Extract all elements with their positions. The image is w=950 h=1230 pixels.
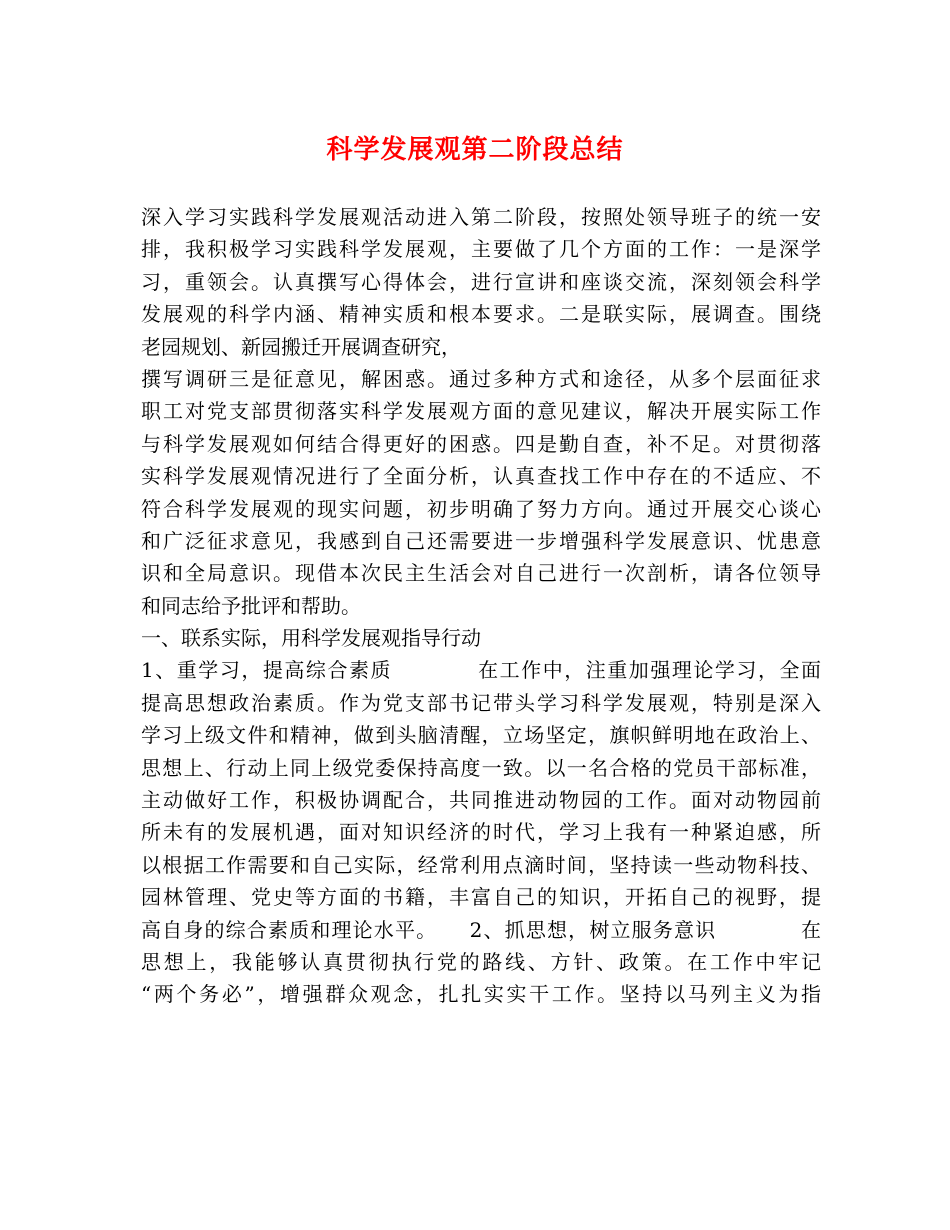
text-line: 与科学发展观如何结合得更好的困惑。四是勤自查，补不足。对贯彻落: [141, 431, 821, 456]
text-line: 园林管理、党史等方面的书籍，丰富自己的知识，开拓自己的视野，提: [141, 885, 821, 910]
text-line: 学习上级文件和精神，做到头脑清醒，立场坚定，旗帜鲜明地在政治上、: [141, 723, 821, 748]
text-line: 实科学发展观情况进行了全面分析，认真查找工作中存在的不适应、不: [141, 464, 821, 489]
text-line: “两个务必”，增强群众观念，扎扎实实干工作。坚持以马列主义为指: [141, 982, 821, 1007]
text-line: 以根据工作需要和自己实际，经常利用点滴时间，坚持读一些动物科技、: [141, 852, 821, 877]
text-line: 高自身的综合素质和理论水平。 2、抓思想，树立服务意识 在: [141, 917, 821, 942]
section-heading: 一、联系实际，用科学发展观指导行动: [141, 626, 481, 651]
text-line: 思想上、行动上同上级党委保持高度一致。以一名合格的党员干部标准，: [141, 755, 821, 780]
text-line: 发展观的科学内涵、精神实质和根本要求。二是联实际，展调查。围绕: [141, 302, 821, 327]
text-line: 所未有的发展机遇，面对知识经济的时代，学习上我有一种紧迫感，所: [141, 820, 821, 845]
text-line: 职工对党支部贯彻落实科学发展观方面的意见建议，解决开展实际工作: [141, 399, 821, 424]
text-line: 排，我积极学习实践科学发展观，主要做了几个方面的工作：一是深学: [141, 237, 821, 262]
text-line: 1、重学习，提高综合素质 在工作中，注重加强理论学习，全面: [141, 658, 821, 683]
text-line: 深入学习实践科学发展观活动进入第二阶段，按照处领导班子的统一安: [141, 205, 821, 229]
text-line: 主动做好工作，积极协调配合，共同推进动物园的工作。面对动物园前: [141, 788, 821, 813]
text-line: 老园规划、新园搬迁开展调查研究，: [141, 334, 461, 359]
text-line: 思想上，我能够认真贯彻执行党的路线、方针、政策。在工作中牢记: [141, 949, 821, 974]
text-line: 识和全局意识。现借本次民主生活会对自己进行一次剖析，请各位领导: [141, 561, 821, 586]
text-line: 和同志给予批评和帮助。: [141, 593, 361, 618]
document-body: [141, 201, 821, 1011]
text-line: 习，重领会。认真撰写心得体会，进行宣讲和座谈交流，深刻领会科学: [141, 269, 821, 294]
text-line: 和广泛征求意见，我感到自己还需要进一步增强科学发展意识、忧患意: [141, 528, 821, 553]
text-line: 撰写调研三是征意见，解困惑。通过多种方式和途径，从多个层面征求: [141, 366, 821, 391]
text-line: 提高思想政治素质。作为党支部书记带头学习科学发展观，特别是深入: [141, 690, 821, 715]
text-line: 符合科学发展观的现实问题，初步明确了努力方向。通过开展交心谈心: [141, 496, 821, 521]
document-title: 科学发展观第二阶段总结: [326, 135, 624, 165]
